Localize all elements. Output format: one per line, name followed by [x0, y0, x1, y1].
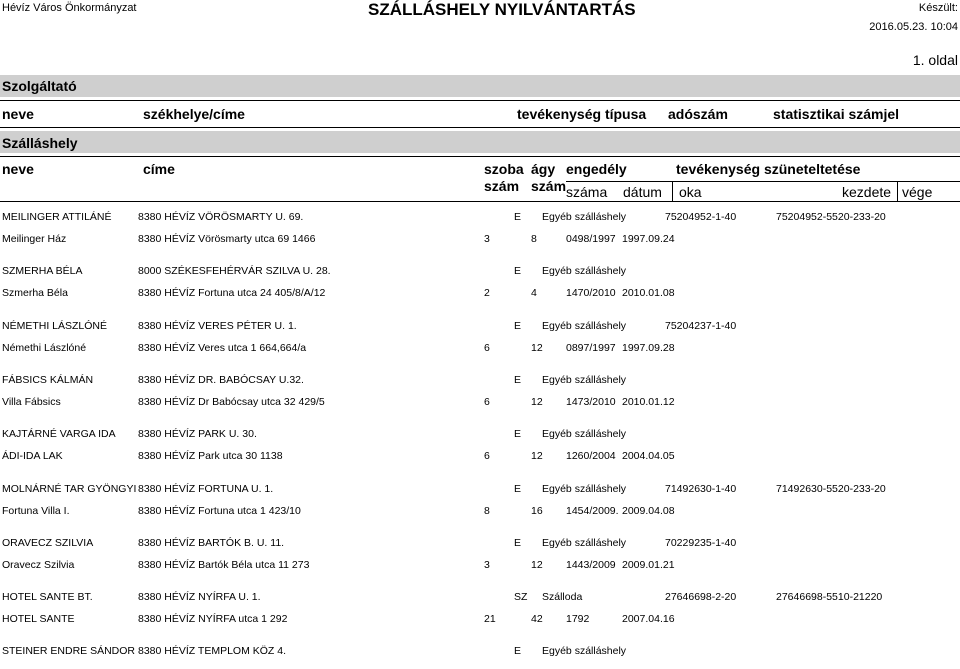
permit-date: 2004.04.05	[622, 450, 675, 462]
created-date: 2016.05.23. 10:04	[869, 21, 958, 33]
rooms-count: 3	[484, 559, 490, 571]
provider-address: 8380 HÉVÍZ BARTÓK B. U. 11.	[138, 537, 285, 549]
activity-code: E	[514, 645, 522, 657]
organization-name: Hévíz Város Önkormányzat	[2, 2, 137, 14]
provider-address: 8380 HÉVÍZ FORTUNA U. 1.	[138, 483, 274, 495]
tax-number: 71492630-1-40	[665, 483, 737, 495]
provider-name: MEILINGER ATTILÁNÉ	[2, 211, 112, 223]
accommodation-address: 8380 HÉVÍZ Bartók Béla utca 11 273	[138, 559, 310, 571]
permit-number: 1470/2010	[566, 287, 616, 299]
divider	[897, 181, 898, 201]
col-permit-number: száma	[566, 184, 608, 200]
rooms-count: 8	[484, 505, 490, 517]
provider-address: 8380 HÉVÍZ NYÍRFA U. 1.	[138, 591, 261, 603]
provider-section-band	[0, 75, 960, 97]
accommodation-name: ÁDI-IDA LAK	[2, 450, 63, 462]
col-suspension: tevékenység szüneteltetése	[676, 161, 861, 177]
activity-type: Egyéb szálláshely	[542, 428, 627, 440]
col-acc-name: neve	[2, 161, 34, 177]
page-title: SZÁLLÁSHELY NYILVÁNTARTÁS	[368, 0, 636, 19]
accommodation-name: Némethi Lászlóné	[2, 342, 87, 354]
beds-count: 16	[531, 505, 543, 517]
activity-code: E	[514, 428, 522, 440]
stat-code: 71492630-5520-233-20	[776, 483, 886, 495]
accommodation-name: Villa Fábsics	[2, 396, 61, 408]
tax-number: 75204237-1-40	[665, 320, 737, 332]
activity-code: E	[514, 537, 522, 549]
stat-code: 27646698-5510-21220	[776, 591, 883, 603]
col-provider-seat: székhelye/címe	[143, 106, 245, 122]
activity-code: E	[514, 374, 522, 386]
permit-date: 1997.09.24	[622, 233, 675, 245]
beds-count: 12	[531, 342, 543, 354]
col-acc-address: címe	[143, 161, 175, 177]
accommodation-name: Fortuna Villa I.	[2, 505, 70, 517]
permit-number: 1443/2009	[566, 559, 616, 571]
permit-number: 1454/2009.	[566, 505, 619, 517]
activity-code: E	[514, 265, 522, 277]
rooms-count: 6	[484, 342, 490, 354]
accommodation-address: 8380 HÉVÍZ Park utca 30 1138	[138, 450, 283, 462]
provider-address: 8380 HÉVÍZ VERES PÉTER U. 1.	[138, 320, 297, 332]
provider-address: 8380 HÉVÍZ TEMPLOM KÖZ 4.	[138, 645, 287, 657]
permit-date: 2010.01.08	[622, 287, 675, 299]
permit-date: 2007.04.16	[622, 613, 675, 625]
activity-code: E	[514, 483, 522, 495]
activity-type: Egyéb szálláshely	[542, 211, 627, 223]
provider-name: KAJTÁRNÉ VARGA IDA	[2, 428, 116, 440]
col-end: vége	[902, 184, 933, 200]
provider-name: FÁBSICS KÁLMÁN	[2, 374, 94, 386]
col-reason: oka	[679, 184, 702, 200]
col-beds: ágy	[531, 161, 556, 177]
beds-count: 8	[531, 233, 537, 245]
provider-name: STEINER ENDRE SÁNDOR	[2, 645, 136, 657]
beds-count: 12	[531, 450, 543, 462]
activity-type: Egyéb szálláshely	[542, 265, 627, 277]
provider-address: 8380 HÉVÍZ DR. BABÓCSAY U.32.	[138, 374, 304, 386]
tax-number: 70229235-1-40	[665, 537, 737, 549]
col-permit: engedély	[566, 161, 627, 177]
stat-code: 75204952-5520-233-20	[776, 211, 886, 223]
col-beds-2: szám	[531, 178, 567, 194]
accommodation-address: 8380 HÉVÍZ Fortuna utca 1 423/10	[138, 505, 301, 517]
beds-count: 12	[531, 396, 543, 408]
accommodation-name: Oravecz Szilvia	[2, 559, 75, 571]
col-permit-date: dátum	[623, 184, 662, 200]
provider-address: 8000 SZÉKESFEHÉRVÁR SZILVA U. 28.	[138, 265, 331, 277]
beds-count: 42	[531, 613, 543, 625]
accommodation-section-title: Szálláshely	[2, 135, 78, 151]
permit-number: 0498/1997	[566, 233, 616, 245]
activity-type: Egyéb szálláshely	[542, 537, 627, 549]
permit-date: 2009.04.08	[622, 505, 675, 517]
permit-number: 0897/1997	[566, 342, 616, 354]
rooms-count: 2	[484, 287, 490, 299]
accommodation-address: 8380 HÉVÍZ Fortuna utca 24 405/8/A/12	[138, 287, 326, 299]
divider	[0, 156, 960, 157]
rooms-count: 6	[484, 396, 490, 408]
divider	[0, 127, 960, 128]
tax-number: 75204952-1-40	[665, 211, 737, 223]
created-label: Készült:	[918, 2, 958, 14]
divider	[566, 181, 960, 182]
activity-type: Egyéb szálláshely	[542, 320, 627, 332]
permit-date: 2010.01.12	[622, 396, 675, 408]
provider-address: 8380 HÉVÍZ VÖRÖSMARTY U. 69.	[138, 211, 304, 223]
accommodation-address: 8380 HÉVÍZ Dr Babócsay utca 32 429/5	[138, 396, 325, 408]
accommodation-address: 8380 HÉVÍZ Veres utca 1 664,664/a	[138, 342, 307, 354]
permit-number: 1473/2010	[566, 396, 616, 408]
permit-number: 1260/2004	[566, 450, 616, 462]
permit-date: 2009.01.21	[622, 559, 675, 571]
divider	[0, 100, 960, 101]
provider-name: NÉMETHI LÁSZLÓNÉ	[2, 320, 108, 332]
provider-name: HOTEL SANTE BT.	[2, 591, 93, 603]
col-rooms-2: szám	[484, 178, 520, 194]
accommodation-name: Szmerha Béla	[2, 287, 68, 299]
col-stat-code: statisztikai számjel	[773, 106, 900, 122]
permit-date: 1997.09.28	[622, 342, 675, 354]
col-tax-number: adószám	[668, 106, 728, 122]
rooms-count: 21	[484, 613, 496, 625]
provider-name: ORAVECZ SZILVIA	[2, 537, 94, 549]
col-start: kezdete	[842, 184, 892, 200]
permit-number: 1792	[566, 613, 590, 625]
beds-count: 4	[531, 287, 537, 299]
activity-code: E	[514, 211, 522, 223]
page-number: 1. oldal	[912, 52, 958, 68]
activity-type: Egyéb szálláshely	[542, 374, 627, 386]
tax-number: 27646698-2-20	[665, 591, 737, 603]
divider	[0, 201, 960, 202]
accommodation-section-band	[0, 131, 960, 153]
rooms-count: 3	[484, 233, 490, 245]
activity-type: Egyéb szálláshely	[542, 483, 627, 495]
provider-address: 8380 HÉVÍZ PARK U. 30.	[138, 428, 257, 440]
provider-name: SZMERHA BÉLA	[2, 265, 83, 277]
col-rooms: szoba	[484, 161, 524, 177]
activity-code: SZ	[514, 591, 528, 603]
beds-count: 12	[531, 559, 543, 571]
accommodation-address: 8380 HÉVÍZ Vörösmarty utca 69 1466	[138, 233, 316, 245]
activity-type: Egyéb szálláshely	[542, 645, 627, 657]
provider-section-title: Szolgáltató	[2, 78, 77, 94]
activity-code: E	[514, 320, 522, 332]
provider-name: MOLNÁRNÉ TAR GYÖNGYI	[2, 483, 137, 495]
col-activity-type: tevékenység típusa	[517, 106, 647, 122]
divider	[672, 181, 673, 201]
rooms-count: 6	[484, 450, 490, 462]
accommodation-name: HOTEL SANTE	[2, 613, 75, 625]
accommodation-name: Meilinger Ház	[2, 233, 67, 245]
activity-type: Szálloda	[542, 591, 583, 603]
col-provider-name: neve	[2, 106, 34, 122]
accommodation-address: 8380 HÉVÍZ NYÍRFA utca 1 292	[138, 613, 288, 625]
